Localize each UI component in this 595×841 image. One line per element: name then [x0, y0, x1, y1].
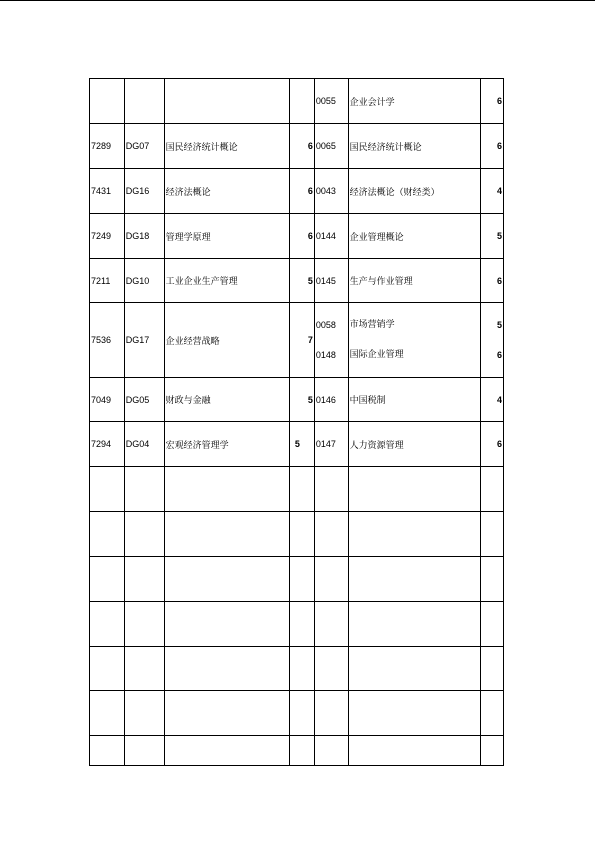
old-course-name: 工业企业生产管理: [164, 259, 290, 303]
old-course-credit: 5: [290, 422, 315, 467]
old-course-name: 国民经济统计概论: [164, 124, 290, 169]
old-course-name: 管理学原理: [164, 214, 290, 259]
empty-table-row: [90, 691, 504, 736]
course-replacement-table: [89, 78, 504, 766]
old-course-credit: 6: [290, 169, 315, 214]
old-course-name: 经济法概论: [164, 169, 290, 214]
old-course-name: 财政与金融: [164, 378, 290, 422]
new-course-credit: 4: [481, 378, 504, 422]
new-course-code-cell: [314, 303, 348, 378]
table-row: [90, 303, 504, 378]
new-course-credit: 6: [481, 124, 504, 169]
table-row: [90, 169, 504, 214]
old-course-dg: DG05: [124, 378, 164, 422]
new-course-code: 0065: [314, 124, 348, 169]
new-course-code: 0058: [315, 320, 336, 330]
empty-table-row: [90, 602, 504, 647]
empty-table-row: [90, 467, 504, 512]
old-course-credit: 7: [290, 303, 315, 378]
new-course-name-cell: [348, 303, 481, 378]
table-row: [90, 422, 504, 467]
old-course-name: 企业经营战略: [164, 303, 290, 378]
new-course-name: 企业管理概论: [348, 214, 481, 259]
old-course-code: 7289: [90, 124, 125, 169]
old-course-dg: DG07: [124, 124, 164, 169]
new-course-code: 0147: [314, 422, 348, 467]
old-course-code: 7211: [90, 259, 125, 303]
old-course-credit: [290, 79, 315, 124]
old-course-code: 7049: [90, 378, 125, 422]
old-course-code: 7431: [90, 169, 125, 214]
new-course-name: 市场营销学: [349, 320, 395, 330]
new-course-code: 0145: [314, 259, 348, 303]
old-course-name: [164, 79, 290, 124]
table-row: [90, 79, 504, 124]
new-course-credit: 5: [481, 214, 504, 259]
table-row: [90, 124, 504, 169]
old-course-dg: DG04: [124, 422, 164, 467]
old-course-dg: [124, 79, 164, 124]
old-course-code: 7536: [90, 303, 125, 378]
empty-table-row: [90, 512, 504, 557]
empty-table-row: [90, 557, 504, 602]
empty-table-row: [90, 647, 504, 691]
new-course-code: 0148: [315, 350, 336, 360]
new-course-code: 0055: [314, 79, 348, 124]
old-course-code: 7294: [90, 422, 125, 467]
new-course-name: 国际企业管理: [349, 350, 404, 360]
new-course-credit: 6: [481, 79, 504, 124]
old-course-credit: 6: [290, 214, 315, 259]
new-course-code: 0144: [314, 214, 348, 259]
old-course-code: 7249: [90, 214, 125, 259]
old-course-dg: DG17: [124, 303, 164, 378]
new-course-credit: 6: [496, 350, 502, 360]
new-course-name: 生产与作业管理: [348, 259, 481, 303]
new-course-credit: 5: [496, 320, 502, 330]
old-course-dg: DG10: [124, 259, 164, 303]
new-course-credit: 6: [481, 259, 504, 303]
old-course-name: 宏观经济管理学: [164, 422, 290, 467]
table-row: [90, 214, 504, 259]
new-course-name: 经济法概论（财经类）: [348, 169, 481, 214]
old-course-credit: 5: [290, 259, 315, 303]
old-course-credit: 6: [290, 124, 315, 169]
new-course-name: 国民经济统计概论: [348, 124, 481, 169]
new-course-credit-cell: [481, 303, 504, 378]
page-top-rule: [0, 0, 595, 1]
table-row: [90, 378, 504, 422]
new-course-code: 0043: [314, 169, 348, 214]
new-course-credit: 6: [481, 422, 504, 467]
new-course-name: 中国税制: [348, 378, 481, 422]
old-course-dg: DG16: [124, 169, 164, 214]
new-course-name: 人力资源管理: [348, 422, 481, 467]
new-course-code: 0146: [314, 378, 348, 422]
table-row: [90, 259, 504, 303]
new-course-credit: 4: [481, 169, 504, 214]
empty-table-row: [90, 736, 504, 766]
old-course-dg: DG18: [124, 214, 164, 259]
old-course-code: [90, 79, 125, 124]
old-course-credit: 5: [290, 378, 315, 422]
new-course-name: 企业会计学: [348, 79, 481, 124]
